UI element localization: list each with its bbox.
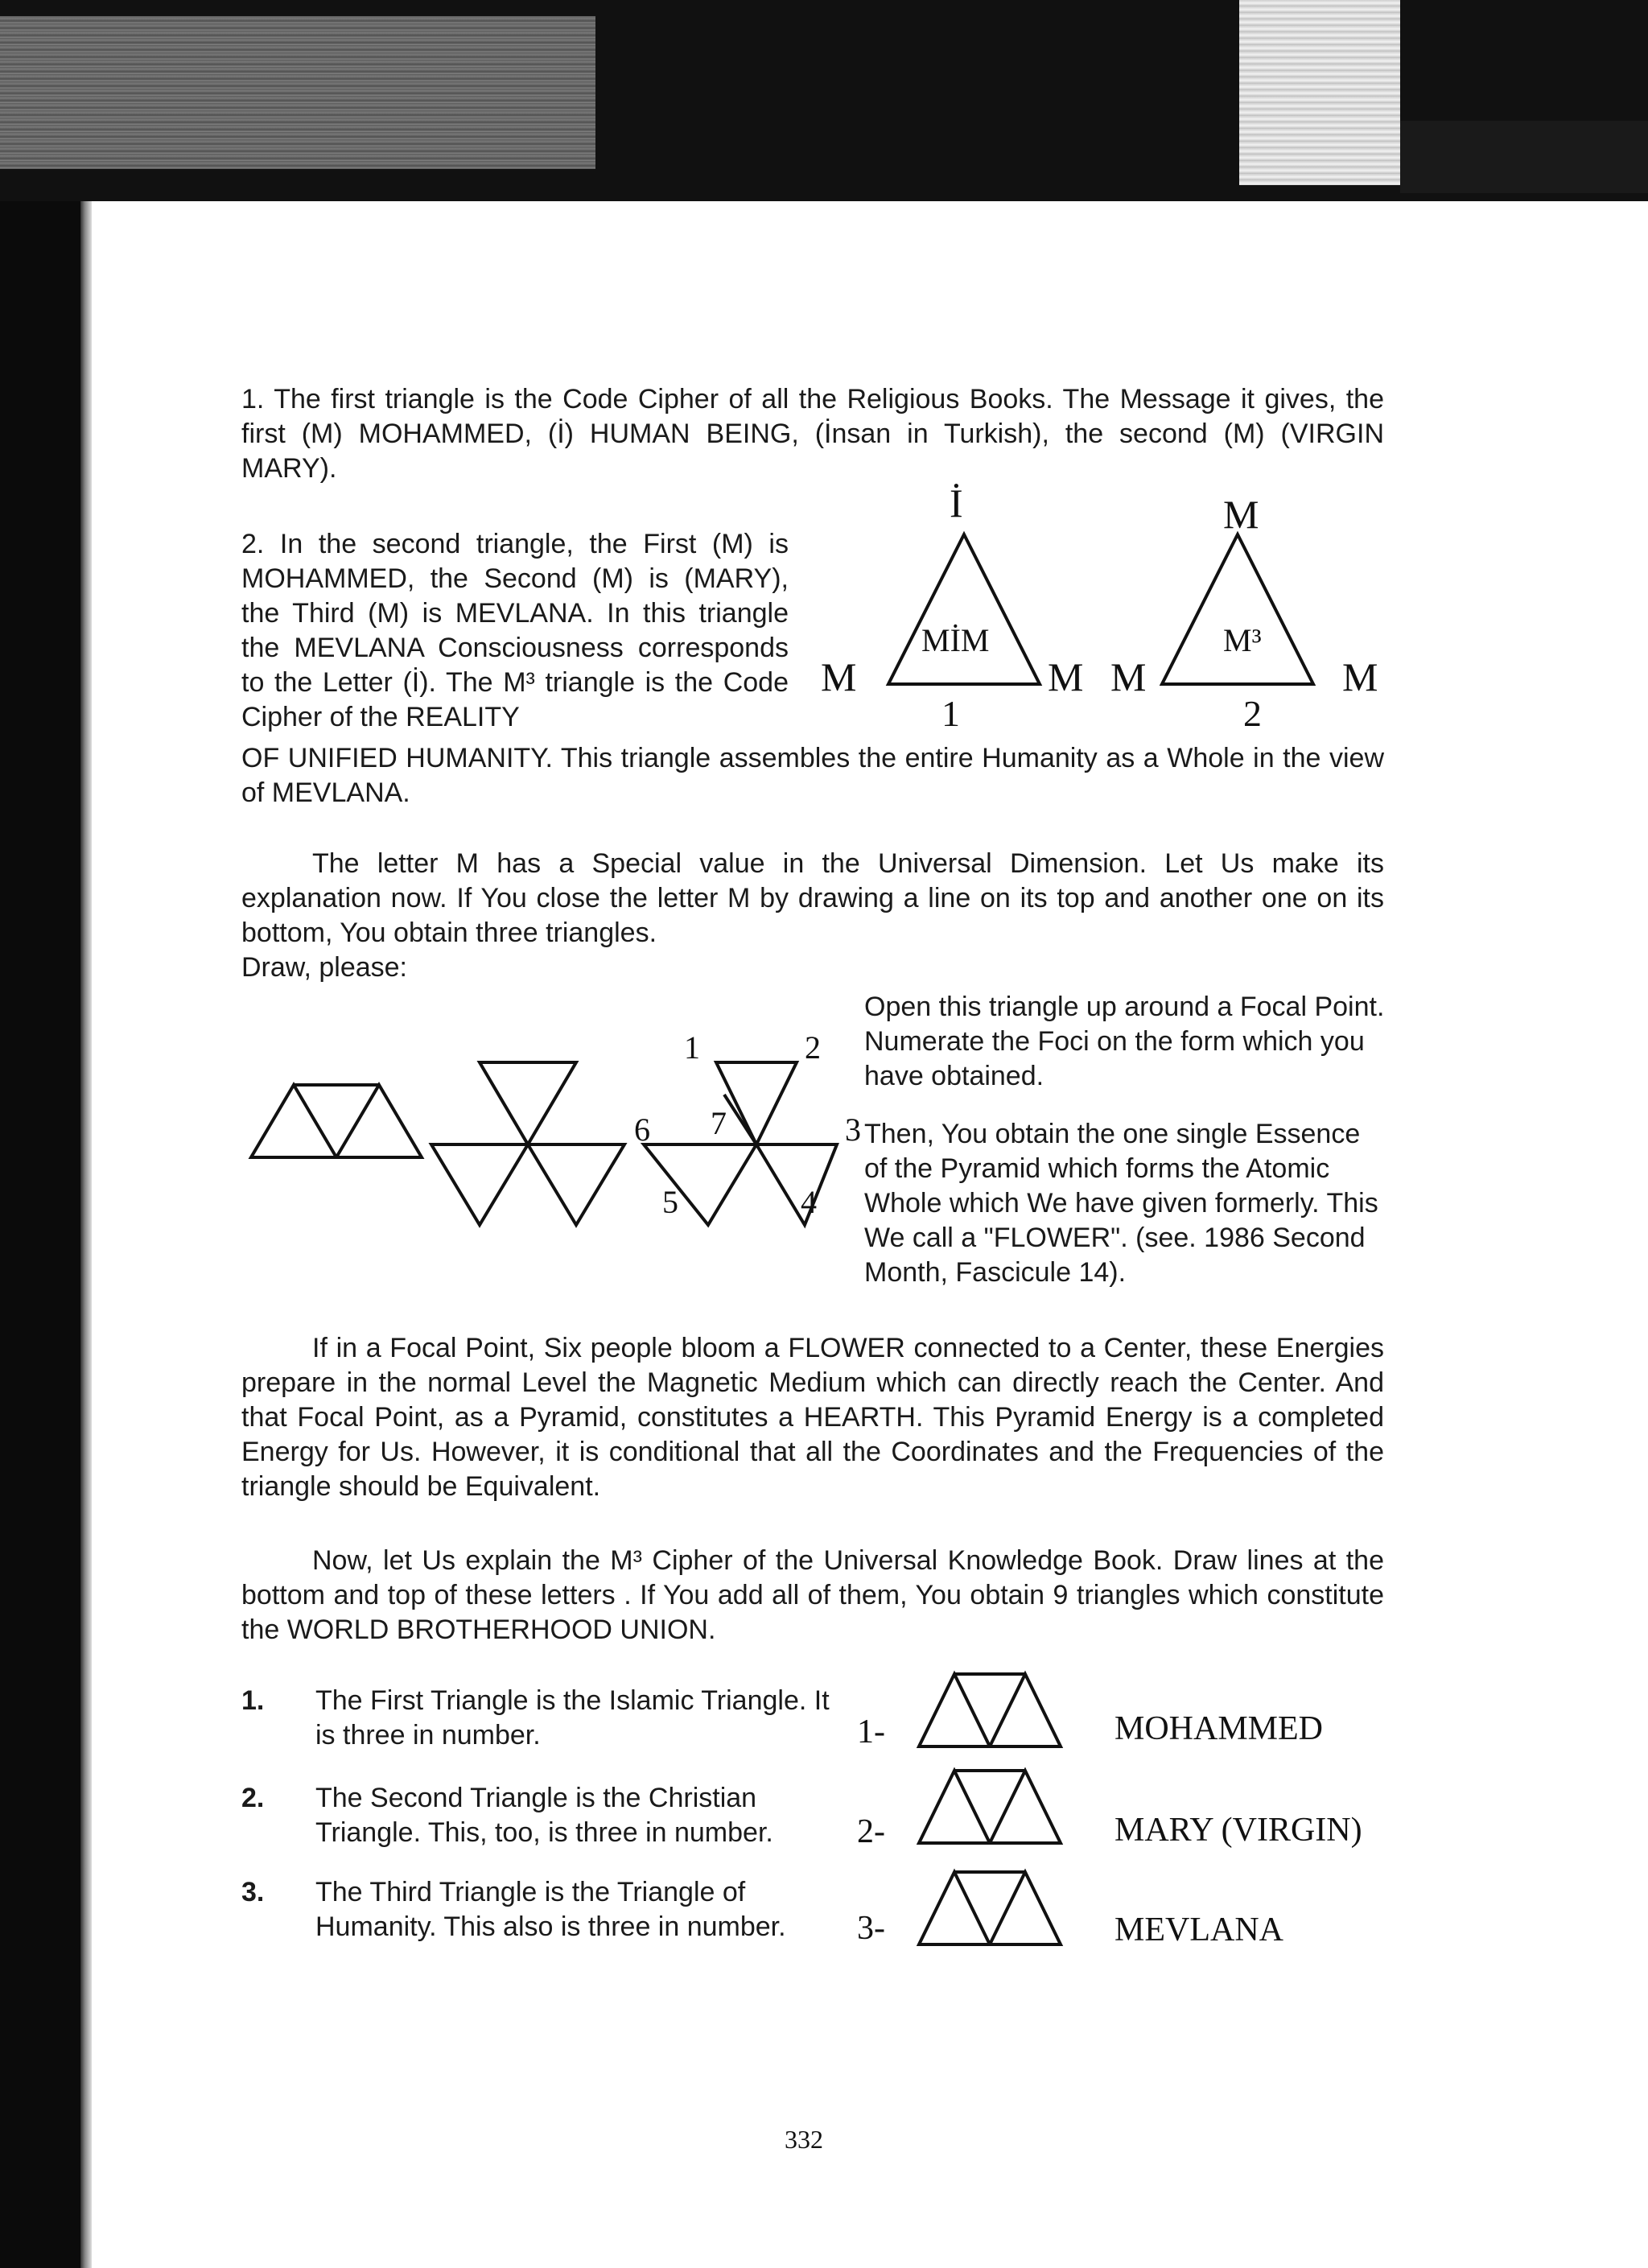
list-item-2-text: The Second Triangle is the Christian Triangle. This, too, is three in number. bbox=[315, 1783, 773, 1848]
triangle-2-shape bbox=[1162, 534, 1313, 684]
list-item-2-number: 2. bbox=[241, 1783, 265, 1813]
list-item-1-name: MOHAMMED bbox=[1114, 1710, 1324, 1747]
triangle-2-left-label: M bbox=[1110, 654, 1147, 699]
page-spine-shadow bbox=[80, 201, 92, 2268]
draw-please-label: Draw, please: bbox=[241, 952, 407, 983]
focus-label-3: 3 bbox=[845, 1111, 861, 1148]
scan-artifact-light bbox=[1239, 0, 1400, 185]
focus-label-1: 1 bbox=[684, 1029, 700, 1066]
list-item-1-number: 1. bbox=[241, 1685, 265, 1716]
list-item-1-text: The First Triangle is the Islamic Triangle. It is three in number. bbox=[315, 1685, 830, 1750]
list-item-3-text: The Third Triangle is the Triangle of Humanity. This also is three in number. bbox=[315, 1877, 786, 1942]
focus-label-7: 7 bbox=[711, 1105, 727, 1141]
list-item-2-name: MARY (VIRGIN) bbox=[1114, 1812, 1362, 1849]
triangle-1-center-label: MİM bbox=[921, 622, 990, 658]
list-item-2-index: 2- bbox=[857, 1813, 885, 1850]
triangle-1-shape bbox=[888, 534, 1040, 684]
triangle-2-number: 2 bbox=[1243, 693, 1262, 734]
paragraph-open-triangle: Open this triangle up around a Focal Point. Numerate the Foci on the form which you have obtained. bbox=[864, 992, 1385, 1091]
paragraph-m3-cipher: Now, let Us explain the M³ Cipher of the Universal Knowledge Book. Draw lines at the bottom and top of these letters . If You add all of them, You obtain 9 triangles which constitute the WORLD BROTHERHOOD UNION. bbox=[241, 1545, 1384, 1645]
page-number: 332 bbox=[785, 2125, 823, 2154]
paragraph-unified-humanity: OF UNIFIED HUMANITY. This triangle assembles the entire Humanity as a Whole in the view of MEVLANA. bbox=[241, 743, 1384, 808]
triangle-list-diagrams bbox=[909, 1666, 1078, 1956]
triangle-2-top-label: M bbox=[1223, 492, 1259, 537]
flower-construction-diagram bbox=[241, 1046, 853, 1239]
list-item-1-index: 1- bbox=[857, 1713, 885, 1750]
focus-label-4: 4 bbox=[801, 1184, 817, 1220]
islamic-m-triangles bbox=[919, 1674, 1061, 1746]
paragraph-letter-m: The letter M has a Special value in the Universal Dimension. Let Us make its explanation now. If You close the letter M by drawing a line on its top and another one on its bottom, You obtain three triangles. bbox=[241, 848, 1384, 948]
triangle-1-left-label: M bbox=[821, 654, 857, 699]
paragraph-flower-essence: Then, You obtain the one single Essence of the Pyramid which forms the Atomic Whole which We have given formerly. This We call a "FLOWER". (see. 1986 Second Month, Fascicule 14). bbox=[864, 1119, 1378, 1288]
paragraph-second-triangle: 2. In the second triangle, the First (M) is MOHAMMED, the Second (M) is (MARY), the Third (M) is MEVLANA. In this triangle the MEVLANA Consciousness corresponds to the Letter (İ). The M³ triangle is the Code Cipher of the REALITY bbox=[241, 529, 789, 732]
paragraph-focal-point: If in a Focal Point, Six people bloom a FLOWER connected to a Center, these Energies prepare in the normal Level the Magnetic Medium which can directly reach the Center. And that Focal Point, as a Pyramid, constitutes a HEARTH. This Pyramid Energy is a completed Energy for Us. However, it is conditional that all the Coordinates and the Frequencies of the triangle should be Equivalent. bbox=[241, 1333, 1384, 1502]
paragraph-first-triangle: 1. The first triangle is the Code Cipher of all the Religious Books. The Message it gives, the first (M) MOHAMMED, (İ) HUMAN BEING, (İnsan in Turkish), the second (M) (VIRGIN MARY). bbox=[241, 384, 1384, 484]
focus-label-5: 5 bbox=[662, 1184, 678, 1220]
triangle-2-right-label: M bbox=[1342, 654, 1378, 699]
triangle-1-top-label: İ bbox=[950, 480, 963, 526]
list-item-3-number: 3. bbox=[241, 1877, 265, 1907]
list-item-3-index: 3- bbox=[857, 1910, 885, 1947]
triangle-1-right-label: M bbox=[1048, 654, 1084, 699]
triangle-2-center-label: M³ bbox=[1223, 622, 1262, 658]
m-triangles-diagram bbox=[813, 515, 1400, 740]
triangle-1-number: 1 bbox=[941, 693, 960, 734]
focus-label-6: 6 bbox=[634, 1111, 650, 1148]
christian-m-triangles bbox=[919, 1771, 1061, 1843]
scan-artifact-edge bbox=[1400, 121, 1648, 193]
scan-artifact-band bbox=[0, 16, 595, 169]
list-item-3-name: MEVLANA bbox=[1114, 1911, 1283, 1948]
focus-label-2: 2 bbox=[805, 1029, 821, 1066]
humanity-m-triangles bbox=[919, 1872, 1061, 1944]
